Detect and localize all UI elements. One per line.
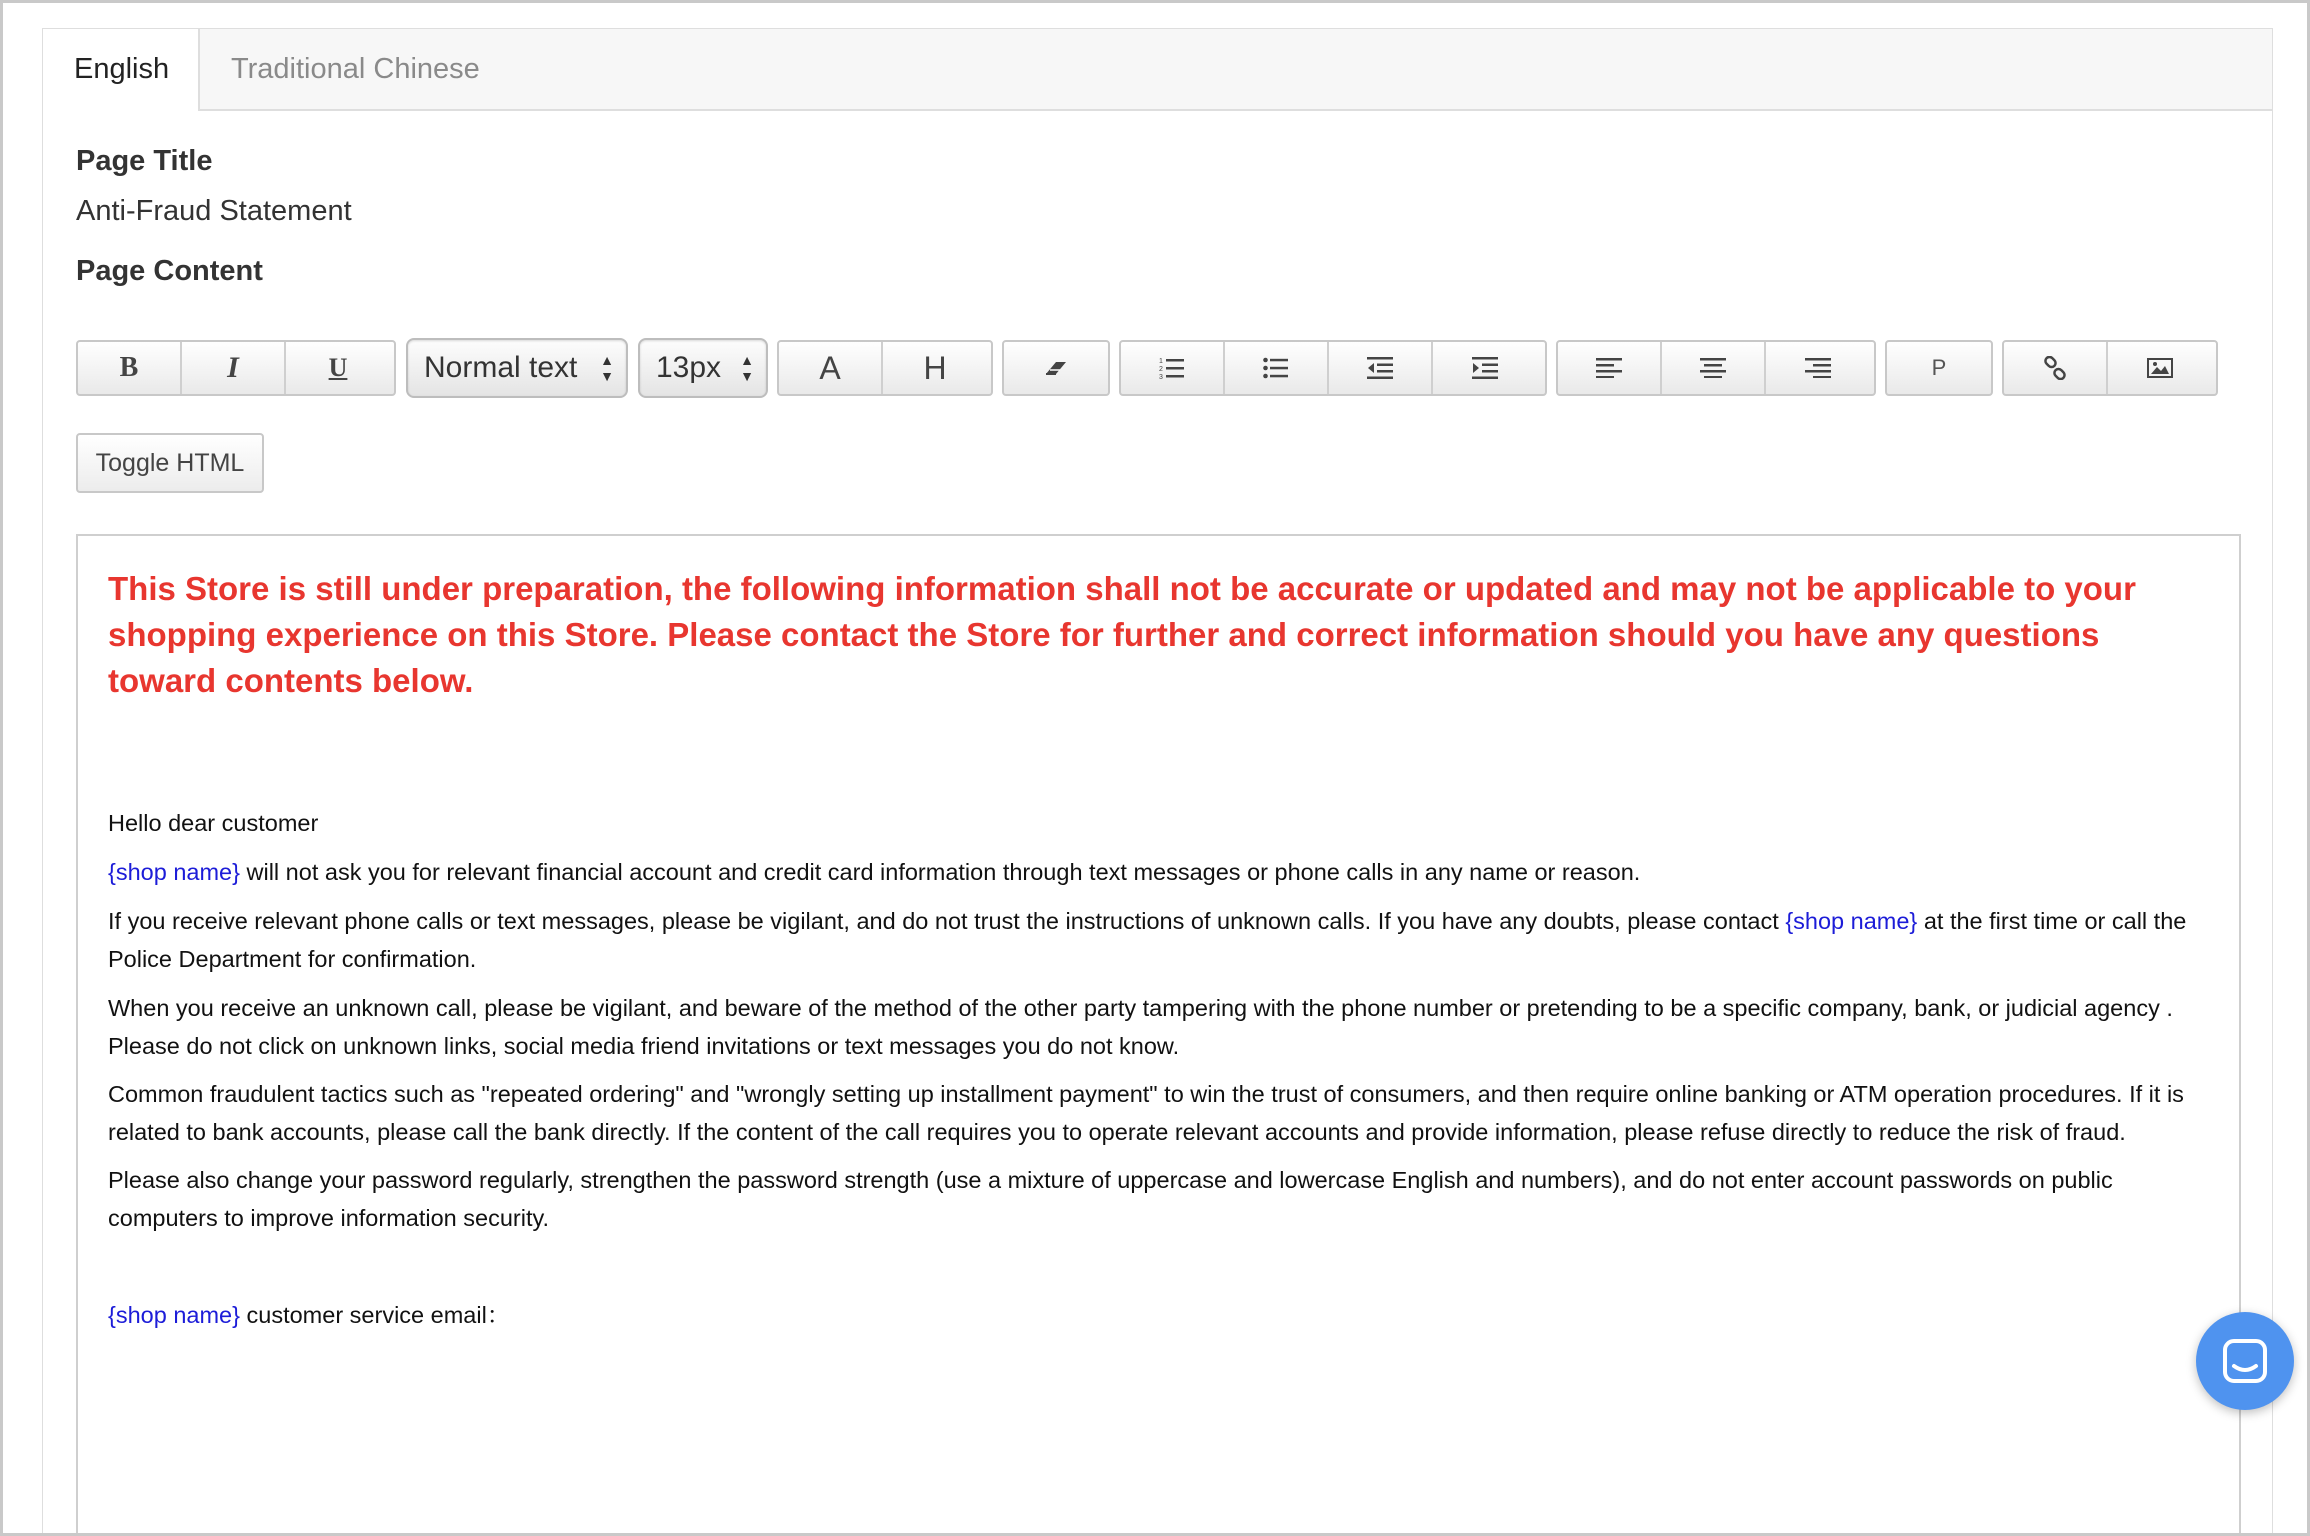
svg-text:1: 1 (1159, 358, 1163, 365)
paragraph-1 (108, 853, 2213, 891)
align-center-icon (1700, 358, 1726, 378)
preparation-warning: This Store is still under preparation, the following information shall not be accurate or updated and may not be applicable to your shopping experience on this Store. Please contact the Store for further and correct information should you have any questions toward contents below. (108, 570, 2136, 699)
editor-toolbar (76, 334, 2256, 400)
ordered-list-icon (1159, 356, 1185, 380)
clear-group (1002, 340, 1110, 396)
language-tabs (43, 29, 2272, 111)
chat-icon (2222, 1338, 2268, 1384)
outdent-button[interactable] (1329, 342, 1433, 394)
chat-launcher-button[interactable] (2196, 1312, 2294, 1410)
toggle-html-button[interactable]: Toggle HTML (76, 433, 264, 493)
paragraph-2 (108, 902, 2213, 978)
underline-button[interactable]: U (328, 353, 348, 382)
format-select-value: Normal text (424, 351, 578, 384)
italic-button[interactable]: I (182, 342, 286, 394)
content-panel (42, 28, 2273, 1536)
greeting-paragraph: Hello dear customer (108, 810, 319, 836)
paragraph-5: Please also change your password regularly, strengthen the password strength (use a mixture of uppercase and lowercase English and numbers), and do not enter account passwords on public computers to improve information security. (108, 1167, 2113, 1231)
eraser-icon (1042, 358, 1070, 378)
format-select[interactable] (406, 338, 628, 398)
paragraph-2-text-b: at the first time or call the Police Department for confirmation. (108, 908, 2187, 972)
color-group (777, 340, 993, 396)
align-left-button[interactable] (1558, 342, 1662, 394)
ordered-list-button[interactable] (1121, 342, 1225, 394)
link-button[interactable] (2004, 342, 2108, 394)
align-left-icon (1596, 358, 1622, 378)
paragraph-6-text: customer service email： (239, 1302, 511, 1328)
select-arrows-icon: ▲ ▼ (740, 352, 754, 384)
outdent-icon (1367, 357, 1393, 379)
page-content-label: Page Content (76, 255, 263, 287)
font-color-button[interactable]: A (779, 342, 883, 394)
highlight-button[interactable]: H (923, 349, 947, 386)
font-size-select-value: 13px (656, 351, 722, 384)
paragraph-button[interactable]: P (1931, 355, 1947, 380)
list-indent-group (1119, 340, 1547, 396)
shop-name-placeholder: {shop name} (1785, 908, 1918, 934)
paragraph-4: Common fraudulent tactics such as "repeated ordering" and "wrongly setting up installment payment" to win the trust of consumers, and then require online banking or ATM operation procedures. If it is related to bank accounts, please call the bank directly. If the content of the call requires you to operate relevant accounts and provide information, please refuse directly to reduce the risk of fraud. (108, 1081, 2184, 1145)
paragraph-6 (108, 1296, 2213, 1334)
page-title-value: Anti-Fraud Statement (76, 195, 352, 227)
page-title-label: Page Title (76, 145, 213, 177)
bold-button[interactable]: B (78, 342, 182, 394)
tab-traditional-chinese[interactable]: Traditional Chinese (231, 53, 480, 85)
svg-text:2: 2 (1159, 366, 1163, 373)
font-size-select[interactable] (638, 338, 768, 398)
paragraph-3: When you receive an unknown call, please be vigilant, and beware of the method of the other party tampering with the phone number or pretending to be a specific company, bank, or judicial agency . Please do not click on unknown links, social media friend invitations or text messages you do not know. (108, 995, 2173, 1059)
align-group (1556, 340, 1876, 396)
image-button[interactable] (2108, 342, 2212, 394)
unordered-list-icon (1263, 357, 1289, 379)
svg-text:3: 3 (1159, 374, 1163, 380)
tab-english[interactable]: English (43, 29, 200, 111)
indent-icon (1472, 357, 1498, 379)
link-icon (2043, 356, 2067, 380)
align-right-icon (1805, 358, 1831, 378)
unordered-list-button[interactable] (1225, 342, 1329, 394)
shop-name-placeholder: {shop name} (108, 1302, 240, 1328)
paragraph-2-text-a: If you receive relevant phone calls or text messages, please be vigilant, and do not trust the instructions of unknown calls. If you have any doubts, please contact (108, 908, 1786, 934)
align-center-button[interactable] (1662, 342, 1766, 394)
image-icon (2147, 358, 2173, 378)
align-right-button[interactable] (1766, 342, 1870, 394)
insert-group (2002, 340, 2218, 396)
paragraph-1-text: will not ask you for relevant financial account and credit card information through text messages or phone calls in any name or reason. (239, 859, 1641, 885)
content-editor[interactable] (76, 534, 2241, 1536)
paragraph-group (1885, 340, 1993, 396)
eraser-button[interactable] (1004, 342, 1108, 394)
text-style-group (76, 340, 396, 396)
shop-name-placeholder: {shop name} (108, 859, 240, 885)
indent-button[interactable] (1433, 342, 1537, 394)
select-arrows-icon: ▲ ▼ (600, 352, 614, 384)
